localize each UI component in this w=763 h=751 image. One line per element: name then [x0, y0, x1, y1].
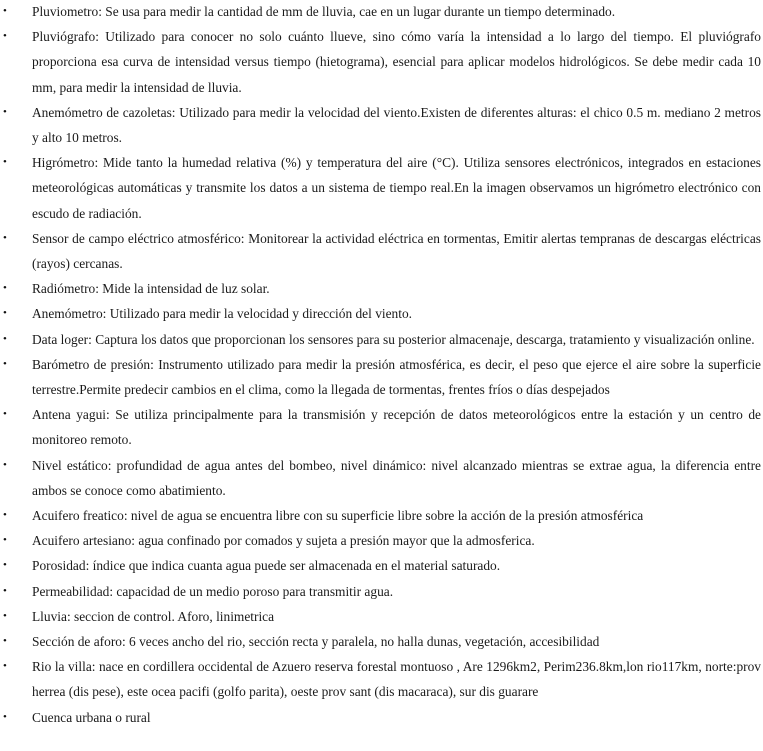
bullet-icon: • [3, 534, 7, 547]
list-item [0, 503, 763, 528]
list-item [0, 553, 763, 578]
list-item-text: Anemómetro: Utilizado para medir la velocidad y dirección del viento. [32, 306, 413, 322]
bullet-icon: • [3, 710, 7, 723]
bullet-icon: • [3, 5, 7, 17]
list-item-text: Higrómetro: Mide tanto la humedad relativa (%) y temperatura del aire (°C). Utiliza sensores electrónicos, integrados en estaciones meteorológicas automáticas y transmite los datos a un sistema de tiempo real.En la imagen observamos un higrómetro electrónico con escudo de radiación. [32, 155, 761, 221]
bullet-icon: • [3, 282, 7, 295]
bullet-icon: • [3, 30, 7, 43]
bullet-icon: • [3, 458, 7, 471]
list-item-text: Nivel estático: profundidad de agua antes del bombeo, nivel dinámico: nivel alcanzado mientras se extrae agua, la diferencia entre ambos se conoce como abatimiento. [32, 457, 761, 498]
list-item-text: Cuenca urbana o rural [32, 709, 151, 725]
list-item [0, 0, 763, 24]
list-item [0, 100, 763, 150]
list-item [0, 352, 763, 402]
list-item-text: Sensor de campo eléctrico atmosférico: Monitorear la actividad eléctrica en tormentas, Emitir alertas tempranas de descargas eléctricas (rayos) cercanas. [32, 230, 761, 272]
list-item-text: Permeabilidad: capacidad de un medio poroso para transmitir agua. [32, 583, 394, 599]
list-item-text: Data loger: Captura los datos que proporcionan los sensores para su posterior almacenaje, descarga, tratamiento y visualización online. [32, 331, 755, 347]
list-item [0, 528, 763, 553]
list-item [0, 327, 763, 352]
bullet-icon: • [3, 509, 7, 522]
bullet-icon: • [3, 332, 7, 345]
list-item-text: Pluviometro: Se usa para medir la cantidad de mm de lluvia, cae en un lugar durante un tiempo determinado. [32, 4, 616, 19]
list-item-text: Acuifero freatico: nivel de agua se encuentra libre con su superficie libre sobre la acción de la presión atmosférica [32, 508, 644, 524]
list-item [0, 276, 763, 301]
list-item-text: Rio la villa: nace en cordillera occidental de Azuero reserva forestal montuoso , Are 1296km2, Perim236.8km,lon rio117km, norte:prov herrea (dis pese), este ocea pacifi (golfo parita), oeste prov sant (dis macaraca), sur dis guarare [32, 659, 761, 700]
list-item [0, 402, 763, 452]
list-item-text: Pluviógrafo: Utilizado para conocer no solo cuánto llueve, sino cómo varía la intensidad a lo largo del tiempo. El pluviógrafo proporciona esa curva de intensidad versus tiempo (hietograma), esencial para aplicar modelos hidrológicos. Se debe medir cada 10 mm, para medir la intensidad de lluvia. [32, 29, 761, 95]
bullet-icon: • [3, 105, 7, 118]
list-item-text: Radiómetro: Mide la intensidad de luz solar. [32, 281, 270, 297]
list-item [0, 226, 763, 276]
bullet-icon: • [3, 156, 7, 169]
bullet-icon: • [3, 231, 7, 244]
list-item-text: Porosidad: índice que indica cuanta agua puede ser almacenada en el material saturado. [32, 558, 501, 574]
bullet-icon: • [3, 584, 7, 597]
bullet-icon: • [3, 408, 7, 421]
list-item [0, 705, 763, 730]
list-item [0, 604, 763, 629]
bullet-icon: • [3, 635, 7, 648]
list-item [0, 629, 763, 654]
list-item [0, 654, 763, 704]
bullet-icon: • [3, 559, 7, 572]
list-item [0, 24, 763, 100]
list-item-text: Lluvia: seccion de control. Aforo, linimetrica [32, 608, 275, 624]
list-item [0, 579, 763, 604]
list-item [0, 150, 763, 226]
list-item-text: Antena yagui: Se utiliza principalmente para la transmisión y recepción de datos meteorológicos entre la estación y un centro de monitoreo remoto. [32, 407, 761, 448]
list-item-text: Barómetro de presión: Instrumento utilizado para medir la presión atmosférica, es decir, el peso que ejerce el aire sobre la superficie terrestre.Permite predecir cambios en el clima, como la llegada de tormentas, frentes fríos o días despejados [32, 356, 761, 398]
list-item-text: Anemómetro de cazoletas: Utilizado para medir la velocidad del viento.Existen de diferentes alturas: el chico 0.5 m. mediano 2 metros y alto 10 metros. [32, 104, 761, 146]
bullet-icon: • [3, 357, 7, 370]
bullet-icon: • [3, 609, 7, 622]
bullet-icon: • [3, 307, 7, 320]
list-item [0, 453, 763, 503]
list-item-text: Sección de aforo: 6 veces ancho del rio, sección recta y paralela, no halla dunas, vegetación, accesibilidad [32, 634, 600, 650]
list-item-text: Acuifero artesiano: agua confinado por comados y sujeta a presión mayor que la admosferica. [32, 533, 535, 549]
bullet-icon: • [3, 660, 7, 673]
list-item [0, 301, 763, 326]
